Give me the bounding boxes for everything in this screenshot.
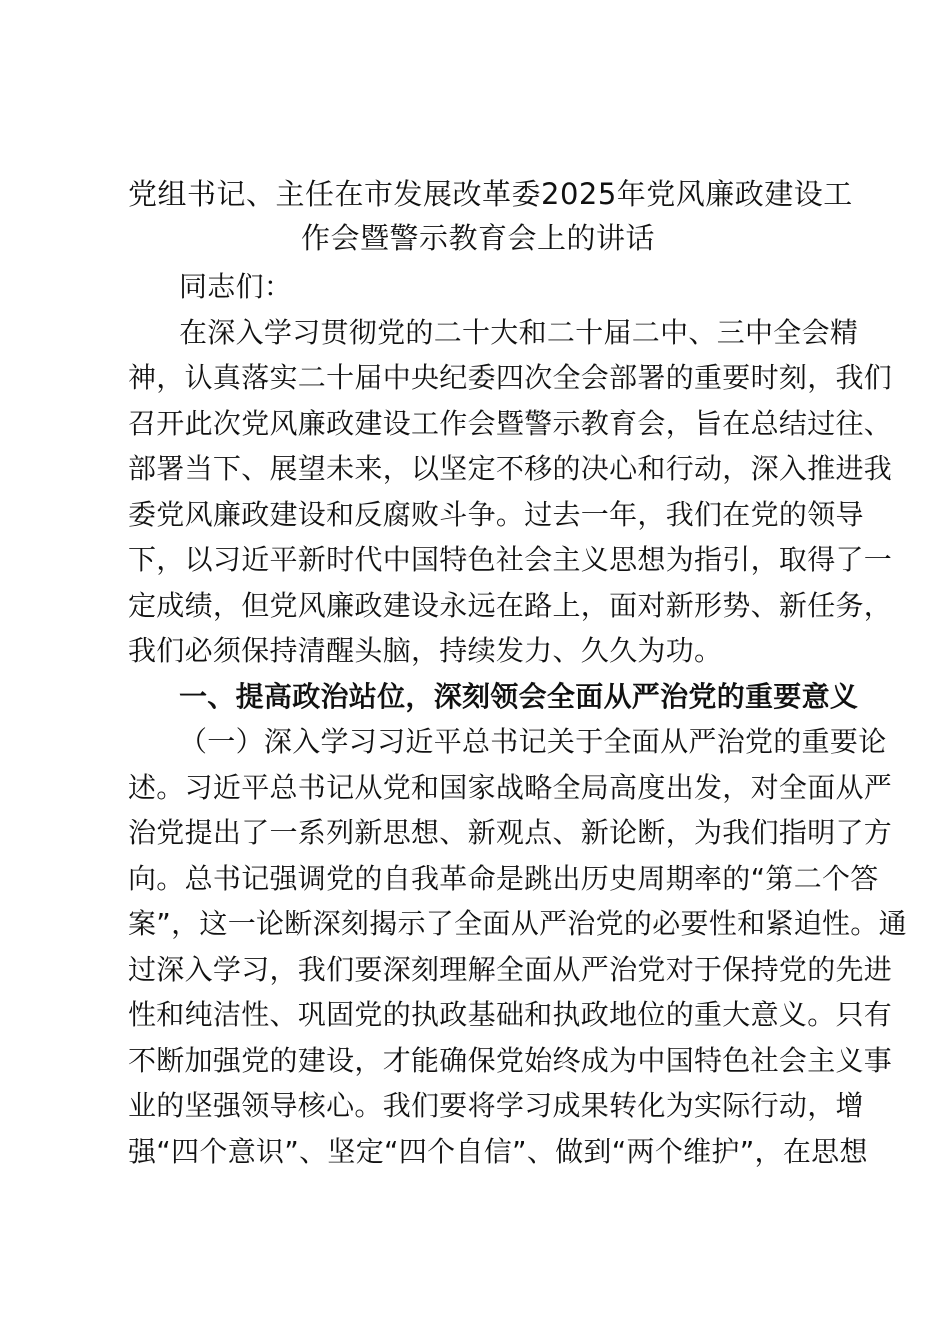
document-body [128, 264, 907, 1174]
paragraph-line: 下，以习近平新时代中国特色社会主义思想为指引，取得了一 [128, 543, 893, 576]
paragraph-line: 向。总书记强调党的自我革命是跳出历史周期率的“第二个答 [128, 861, 879, 895]
paragraph-line: 定成绩，但党风廉政建设永远在路上，面对新形势、新任务， [128, 588, 893, 622]
paragraph-line: 述。习近平总书记从党和国家战略全局高度出发，对全面从严 [128, 770, 893, 804]
intro-paragraph [128, 310, 893, 674]
paragraph-line: 强“四个意识”、坚定“四个自信”、做到“两个维护”，在思想 [128, 1134, 868, 1168]
salutation: 同志们： [179, 270, 293, 303]
paragraph-line: 案”，这一论断深刻揭示了全面从严治党的必要性和紧迫性。通 [128, 907, 907, 940]
subsection-paragraph [128, 719, 907, 1174]
paragraph-line: 不断加强党的建设，才能确保党始终成为中国特色社会主义事 [128, 1043, 893, 1077]
paragraph-line: 性和纯洁性、巩固党的执政基础和执政地位的重大意义。只有 [128, 998, 893, 1031]
paragraph-line: 过深入学习，我们要深刻理解全面从严治党对于保持党的先进 [128, 952, 893, 986]
document-page [128, 172, 907, 1174]
paragraph-line: 治党提出了一系列新思想、新观点、新论断，为我们指明了方 [128, 816, 893, 849]
paragraph-line: 召开此次党风廉政建设工作会暨警示教育会，旨在总结过往、 [128, 406, 893, 440]
paragraph-line: （一）深入学习习近平总书记关于全面从严治党的重要论 [179, 725, 887, 758]
paragraph-line: 委党风廉政建设和反腐败斗争。过去一年，我们在党的领导 [128, 497, 864, 531]
paragraph-line: 神，认真落实二十届中央纪委四次全会部署的重要时刻，我们 [128, 361, 893, 394]
section-heading: 一、提高政治站位，深刻领会全面从严治党的重要意义 [179, 679, 859, 713]
paragraph-line: 在深入学习贯彻党的二十大和二十届二中、三中全会精 [179, 315, 859, 349]
paragraph-line: 业的坚强领导核心。我们要将学习成果转化为实际行动，增 [128, 1089, 864, 1122]
paragraph-line: 我们必须保持清醒头脑，持续发力、久久为功。 [128, 634, 723, 667]
paragraph-line: 部署当下、展望未来，以坚定不移的决心和行动，深入推进我 [128, 452, 893, 485]
title-line: 作会暨警示教育会上的讲话 [300, 221, 655, 255]
document-title [128, 172, 853, 260]
title-line: 党组书记、主任在市发展改革委2025年党风廉政建设工 [128, 177, 853, 211]
